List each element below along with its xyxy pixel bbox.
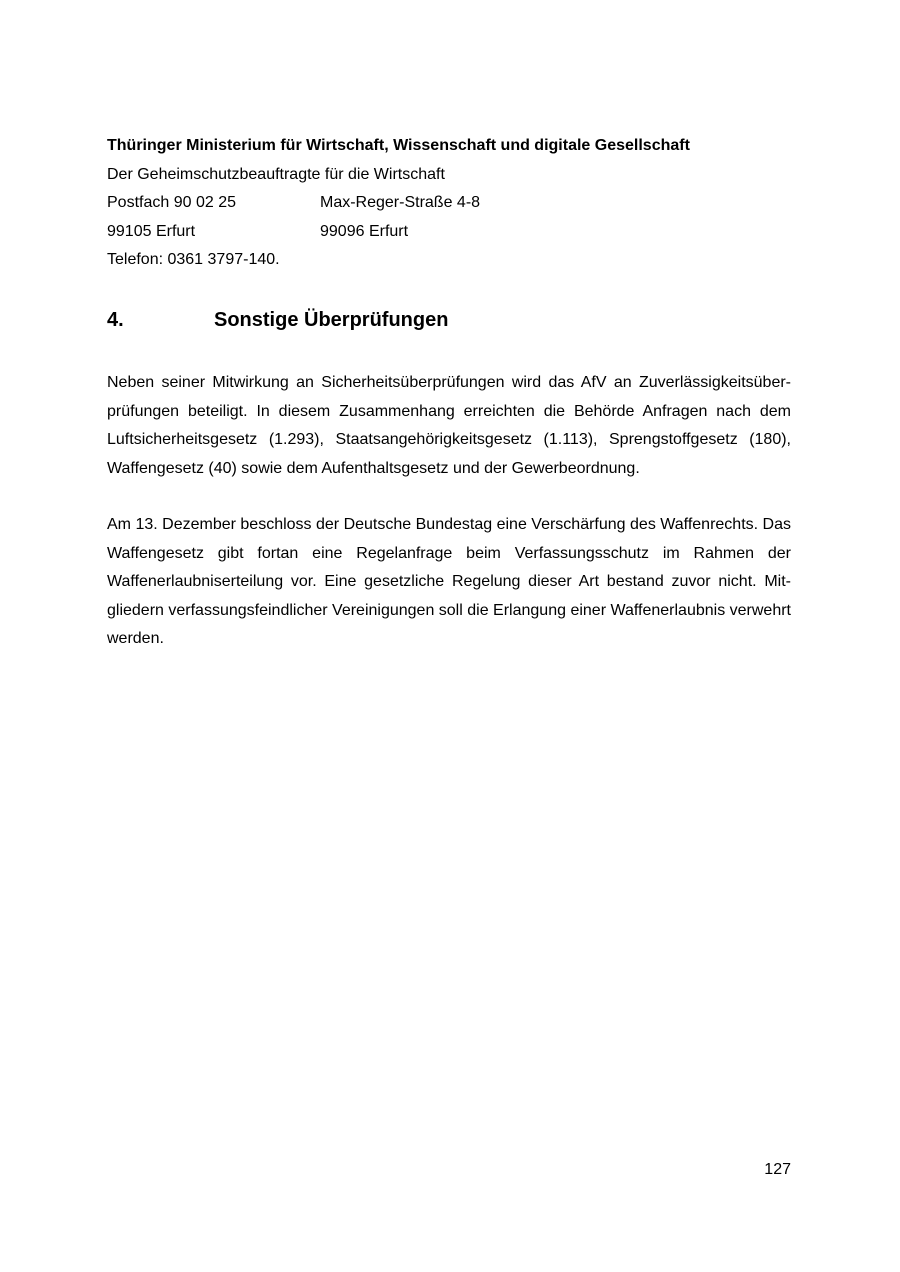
address-row-city [107, 218, 797, 247]
organization-name: Thüringer Ministerium für Wirtschaft, Wissenschaft und digitale Gesellschaft [107, 137, 690, 154]
section-number: 4. [107, 309, 124, 331]
contact-address-block [107, 132, 797, 275]
department-name: Der Geheimschutzbeauftragte für die Wirtschaft [107, 165, 445, 183]
address-row-street [107, 189, 797, 218]
page-number: 127 [764, 1161, 791, 1178]
phone-number: Telefon: 0361 3797-140. [107, 251, 280, 268]
street-address: Max-Reger-Straße 4-8 [320, 194, 481, 211]
body-paragraph: Am 13. Dezember beschloss der Deutsche Bundestag eine Verschärfung des Waffenrechts. Das Waffengesetz gibt fortan eine Regelanfrage beim Verfassungsschutz im Rahmen der Waffenerlaubniserteilung vor. Eine gesetzliche Regelung dieser Art bestand zuvor nicht. Mitgliedern verfassungsfeindlicher Vereinigungen soll die Erlangung einer Waffenerlaubnis verwehrt werden. [107, 516, 791, 648]
street-city: 99096 Erfurt [320, 222, 409, 240]
section-title: Sonstige Überprüfungen [214, 309, 449, 331]
postbox-city: 99105 Erfurt [107, 222, 196, 240]
postbox: Postfach 90 02 25 [107, 194, 236, 211]
section-heading [107, 304, 797, 336]
body-paragraph: Neben seiner Mitwirkung an Sicherheitsüberprüfungen wird das AfV an Zuverlässigkeitsüberprüfungen beteiligt. In diesem Zusammenhang erreichten die Behörde Anfragen nach dem Luftsicherheitsgesetz (1.293), Staatsangehörigkeitsgesetz (1.113), Sprengstoffgesetz (180), Waffengesetz (40) sowie dem Aufenthaltsgesetz und der Gewerbeordnung. [107, 374, 791, 477]
